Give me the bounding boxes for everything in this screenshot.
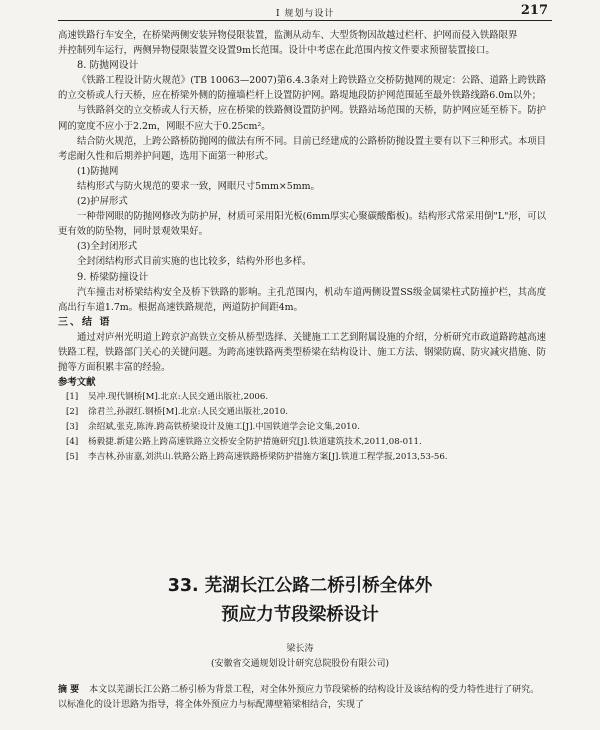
references-heading: 参考文献 xyxy=(58,377,96,389)
abstract-label: 摘 要 xyxy=(58,685,80,695)
item-text: 一种带网眼的防抛网修改为防护屏，材质可采用阳光板(6mm厚实心聚碳酸酯板)。结构形式常采用倒"L"形，可以更有效的防坠物，同时景观效果好。 xyxy=(58,211,546,238)
reference-item: [4] 杨毅捷.新建公路上跨高速铁路立交桥安全防护措施研究[J].铁道建筑技术,2011,08-011. xyxy=(66,437,422,448)
reference-item: [2] 徐君兰,孙淑红.钢桥[M].北京:人民交通出版社,2010. xyxy=(66,407,289,418)
item-label: (3)全封闭形式 xyxy=(77,241,138,253)
page-number: 217 xyxy=(520,3,548,18)
next-article-title xyxy=(0,572,600,630)
intro-line: 高速铁路行车安全，在桥梁两侧安装异物侵限装置，监测从动车、大型货物因故越过栏杆、护网而侵入铁路限界 xyxy=(58,30,518,41)
affiliation: (安徽省交通规划设计研究总院股份有限公司) xyxy=(210,659,390,669)
reference-item: [3] 余绍斌,张克,陈涛.跨高铁桥梁设计及施工[J].中国铁道学会论文集,2010. xyxy=(66,422,360,433)
reference-item: [5] 李吉林,孙宙嘉,刘洪山.铁路公路上跨高速铁路桥梁防护措施方案[J].铁道工程学报,2013,53-56. xyxy=(66,452,448,463)
section-8-heading: 8. 防抛网设计 xyxy=(77,60,139,72)
item-label: (1)防抛网 xyxy=(77,165,119,177)
paragraph: 结合防火规范，上跨公路桥防抛网的做法有所不同。目前已经建成的公路桥防抛设置主要有以下三种形式。本项目考虑耐久性和后期养护问题，选用下面第一种形式。 xyxy=(58,135,546,162)
running-header xyxy=(58,4,552,21)
article-body xyxy=(58,28,546,465)
conclusion-heading: 三、结 语 xyxy=(58,316,112,328)
item-text: 结构形式与防火规范的要求一致，网眼尺寸5mm×5mm。 xyxy=(77,180,320,192)
abstract-text: 本文以芜湖长江公路二桥引桥为背景工程，对全体外预应力节段梁桥的结构设计及该结构的受力特性进行了研究。以标准化的设计思路为指导，将全体外预应力与标配薄壁箱梁相结合，实现了 xyxy=(58,685,540,710)
title-line: 33. 芜湖长江公路二桥引桥全体外 xyxy=(167,576,433,596)
author: 梁长涛 xyxy=(286,644,314,654)
paragraph: 与铁路斜交的立交桥或人行天桥，应在桥梁的铁路侧设置防护网。铁路站场范围的天桥，防护网应延至桥下。防护网的宽度不应小于2.2m，网眼不应大于0.25cm²。 xyxy=(58,105,546,132)
section-9-heading: 9. 桥梁防撞设计 xyxy=(77,271,149,283)
item-text: 全封闭结构形式目前实施的也比较多，结构外形也多样。 xyxy=(77,256,312,268)
header-title: Ⅰ 规划与设计 xyxy=(276,9,335,19)
paragraph: 《铁路工程设计防火规范》(TB 10063—2007)第6.4.3条对上跨铁路立交桥防抛网的规定：公路、道路上跨铁路的立交桥或人行天桥，应在桥梁外侧的防撞墙栏杆上设置防护网。路堤地段防护网范围延至最外铁路线路6.0m以外； xyxy=(58,75,546,102)
title-line: 预应力节段梁桥设计 xyxy=(221,605,379,625)
conclusion-text: 通过对庐州光明道上跨京沪高铁立交桥从桥型选择、关键施工工艺到附属设施的介绍，分析研究市政道路跨越高速铁路工程，铁路部门关心的关键问题。为跨高速铁路两类型桥梁在结构设计、施工方法、钢梁防腐、防灾减灾措施、防抛等方面积累丰富的经验。 xyxy=(58,331,546,374)
paragraph: 汽车撞击对桥梁结构安全及桥下铁路的影响。主孔范围内，机动车道两侧设置SS级金属梁柱式防撞护栏，其高度高出行车道1.7m。根据高速铁路规范，两道防护间距4m。 xyxy=(58,286,546,313)
abstract xyxy=(58,683,546,713)
item-label: (2)护屏形式 xyxy=(77,196,128,208)
reference-item: [1] 吴冲.现代钢桥[M].北京:人民交通出版社,2006. xyxy=(66,392,269,403)
intro-line: 并控制列车运行，两侧异物侵限装置交设置9m长范围。设计中考虑在此范围内按文件要求预留装置接口。 xyxy=(58,45,495,57)
